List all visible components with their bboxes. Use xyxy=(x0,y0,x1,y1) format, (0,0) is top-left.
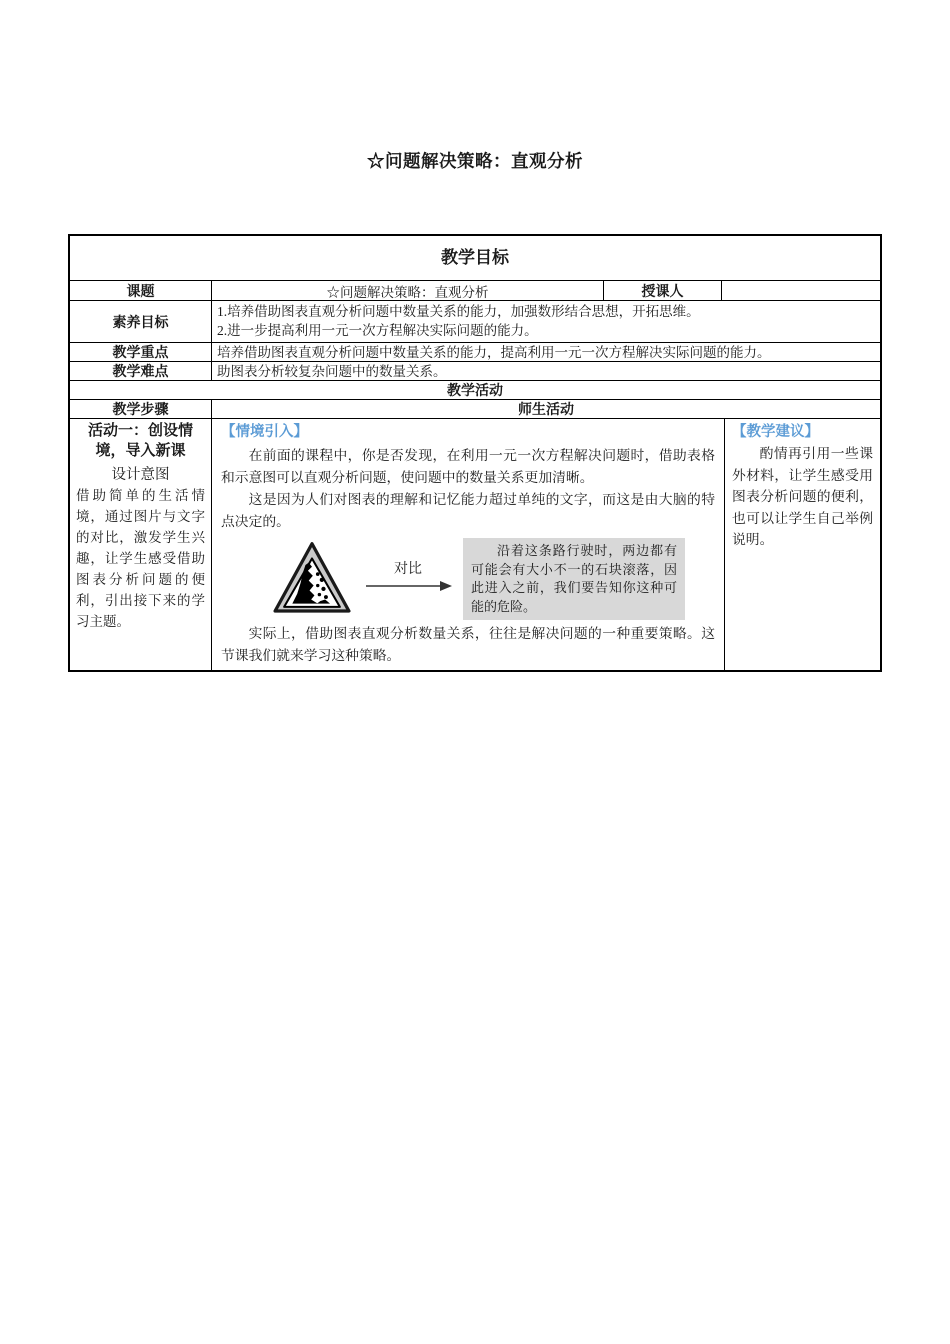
teaching-advice-text: 酌情再引用一些课外材料，让学生感受用图表分析问题的便利，也可以让学生自己举例说明。 xyxy=(732,446,873,547)
teaching-advice-column xyxy=(724,419,880,670)
lesson-plan-table xyxy=(68,234,882,672)
road-sign-caption-box: 沿着这条路行驶时，两边都有可能会有大小不一的石块滚落，因此进入之前，我们要告知你这种可能的危险。 xyxy=(463,538,685,620)
design-intent-title: 设计意图 xyxy=(111,467,170,483)
table-row xyxy=(70,236,880,280)
situation-paragraph-1: 在前面的课程中，你是否发现，在利用一元一次方程解决问题时，借助表格和示意图可以直观分析问题，使问题中的数量关系更加清晰。 xyxy=(221,448,715,485)
difficulty-value: 助图表分析较复杂问题中的数量关系。 xyxy=(211,362,880,380)
activity-title: 活动一：创设情境，导入新课 xyxy=(87,422,193,459)
difficulty-label: 教学难点 xyxy=(112,363,169,379)
design-intent-text: 借助简单的生活情境，通过图片与文字的对比，激发学生兴趣，让学生感受借助图表分析问题的便利，引出接下来的学习主题。 xyxy=(76,488,205,629)
key-point-value: 培养借助图表直观分析问题中数量关系的能力，提高利用一元一次方程解决实际问题的能力。 xyxy=(211,343,880,361)
goals-content xyxy=(211,301,880,342)
situation-paragraph-3: 实际上，借助图表直观分析数量关系，往往是解决问题的一种重要策略。这节课我们就来学习这种策略。 xyxy=(221,626,715,663)
table-row xyxy=(70,361,880,380)
table-row xyxy=(70,280,880,300)
situation-paragraph-2: 这是因为人们对图表的理解和记忆能力超过单纯的文字，而这是由大脑的特点决定的。 xyxy=(221,492,715,529)
falling-rocks-warning-icon xyxy=(271,539,353,619)
instructor-value xyxy=(721,281,880,300)
compare-arrow xyxy=(362,561,454,598)
teaching-objectives-header: 教学目标 xyxy=(441,248,509,267)
comparison-figure xyxy=(271,538,715,620)
instructor-label: 授课人 xyxy=(603,281,721,300)
table-row xyxy=(70,342,880,361)
teacher-student-activity-column xyxy=(211,419,724,670)
compare-arrow-label: 对比 xyxy=(394,561,422,577)
table-row xyxy=(70,380,880,399)
page-title: ☆问题解决策略：直观分析 xyxy=(367,151,583,171)
right-arrow-icon xyxy=(364,579,452,593)
table-row xyxy=(70,300,880,342)
table-row xyxy=(70,399,880,418)
topic-label: 课题 xyxy=(126,282,155,299)
goals-line-2: 2.进一步提高利用一元一次方程解决实际问题的能力。 xyxy=(217,323,538,338)
activity-step-column xyxy=(70,419,211,670)
goals-line-1: 1.培养借助图表直观分析问题中数量关系的能力，加强数形结合思想，开拓思维。 xyxy=(217,304,700,319)
situation-intro-heading: 【情境引入】 xyxy=(221,424,308,440)
topic-value: ☆问题解决策略：直观分析 xyxy=(211,281,603,300)
teaching-advice-heading: 【教学建议】 xyxy=(732,424,819,440)
key-point-label: 教学重点 xyxy=(112,344,169,360)
table-row xyxy=(70,418,880,670)
steps-label: 教学步骤 xyxy=(112,401,169,417)
goals-label: 素养目标 xyxy=(112,313,169,330)
teacher-student-activity-label: 师生活动 xyxy=(211,400,880,418)
teaching-activity-header: 教学活动 xyxy=(447,382,503,398)
